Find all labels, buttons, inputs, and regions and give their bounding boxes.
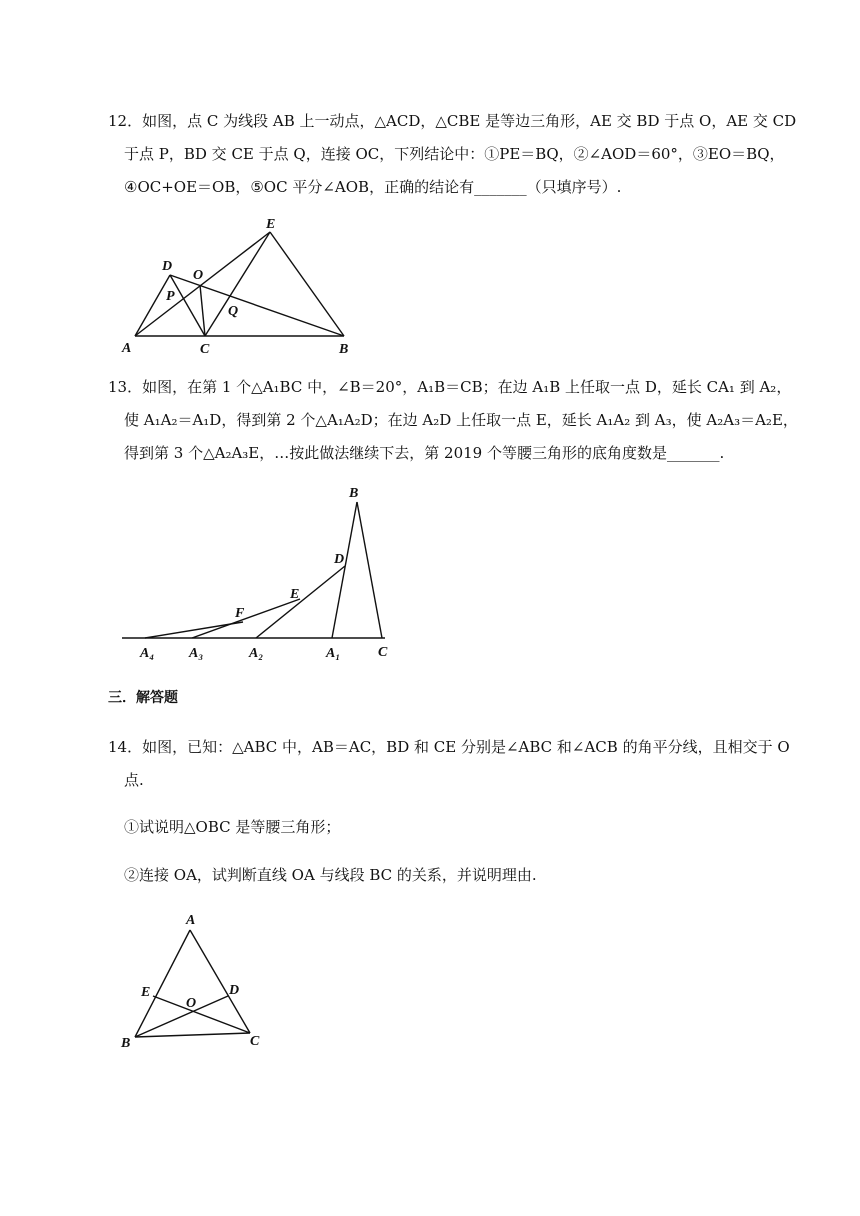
q13-label-a4: A₄ [140, 646, 155, 661]
q13-label-a1: A₁ [326, 646, 341, 661]
q13-label-b: B [349, 486, 359, 501]
q12-label-b: B [339, 342, 349, 357]
q14-label-o: O [186, 996, 197, 1011]
q14-part-2: ②连接 OA，试判断直线 OA 与线段 BC 的关系，并说明理由. [124, 866, 537, 884]
q13-label-f: F [235, 606, 245, 621]
q13-label-e: E [290, 587, 300, 602]
q13-line-1: 13．如图，在第 1 个△A₁BC 中，∠B＝20°，A₁B＝CB；在边 A₁B 上任取一点 D，延长 CA₁ 到 A₂， [108, 378, 792, 396]
q14-label-d: D [229, 983, 240, 998]
q12-label-c: C [200, 342, 210, 357]
q12-label-o: O [193, 268, 204, 283]
q13-label-a2: A₂ [249, 646, 264, 661]
q12-line-3: ④OC+OE＝OB，⑤OC 平分∠AOB，正确的结论有_______（只填序号）. [124, 178, 622, 196]
q12-label-a: A [122, 341, 132, 356]
q12-label-d: D [162, 259, 173, 274]
q12-label-q: Q [228, 304, 239, 319]
q14-line-2: 点. [124, 771, 144, 789]
section-heading: 三．解答题 [108, 690, 178, 706]
q12-line-1: 12．如图，点 C 为线段 AB 上一动点，△ACD，△CBE 是等边三角形，AE 交 BD 于点 O，AE 交 CD [108, 112, 797, 130]
q14-label-c: C [250, 1034, 260, 1049]
q13-line-2: 使 A₁A₂＝A₁D，得到第 2 个△A₁A₂D；在边 A₂D 上任取一点 E，延长 A₁A₂ 到 A₃，使 A₂A₃＝A₂E， [124, 411, 798, 429]
q13-line-3: 得到第 3 个△A₂A₃E，…按此做法继续下去，第 2019 个等腰三角形的底角度数是_______. [124, 444, 725, 462]
q14-part-1: ①试说明△OBC 是等腰三角形； [124, 818, 341, 836]
q12-line-2: 于点 P，BD 交 CE 于点 Q，连接 OC，下列结论中：①PE＝BQ，②∠AOD＝60°，③EO＝BQ， [124, 145, 785, 163]
q14-line-1: 14．如图，已知：△ABC 中，AB＝AC，BD 和 CE 分别是∠ABC 和∠ACB 的角平分线，且相交于 O [108, 738, 790, 756]
q14-label-a: A [186, 913, 196, 928]
q14-label-b: B [121, 1036, 131, 1051]
q14-label-e: E [141, 985, 151, 1000]
q13-label-d: D [334, 552, 345, 567]
q12-label-e: E [266, 217, 276, 232]
q12-label-p: P [166, 289, 175, 304]
q13-label-c: C [378, 645, 388, 660]
q13-label-a3: A₃ [189, 646, 204, 661]
